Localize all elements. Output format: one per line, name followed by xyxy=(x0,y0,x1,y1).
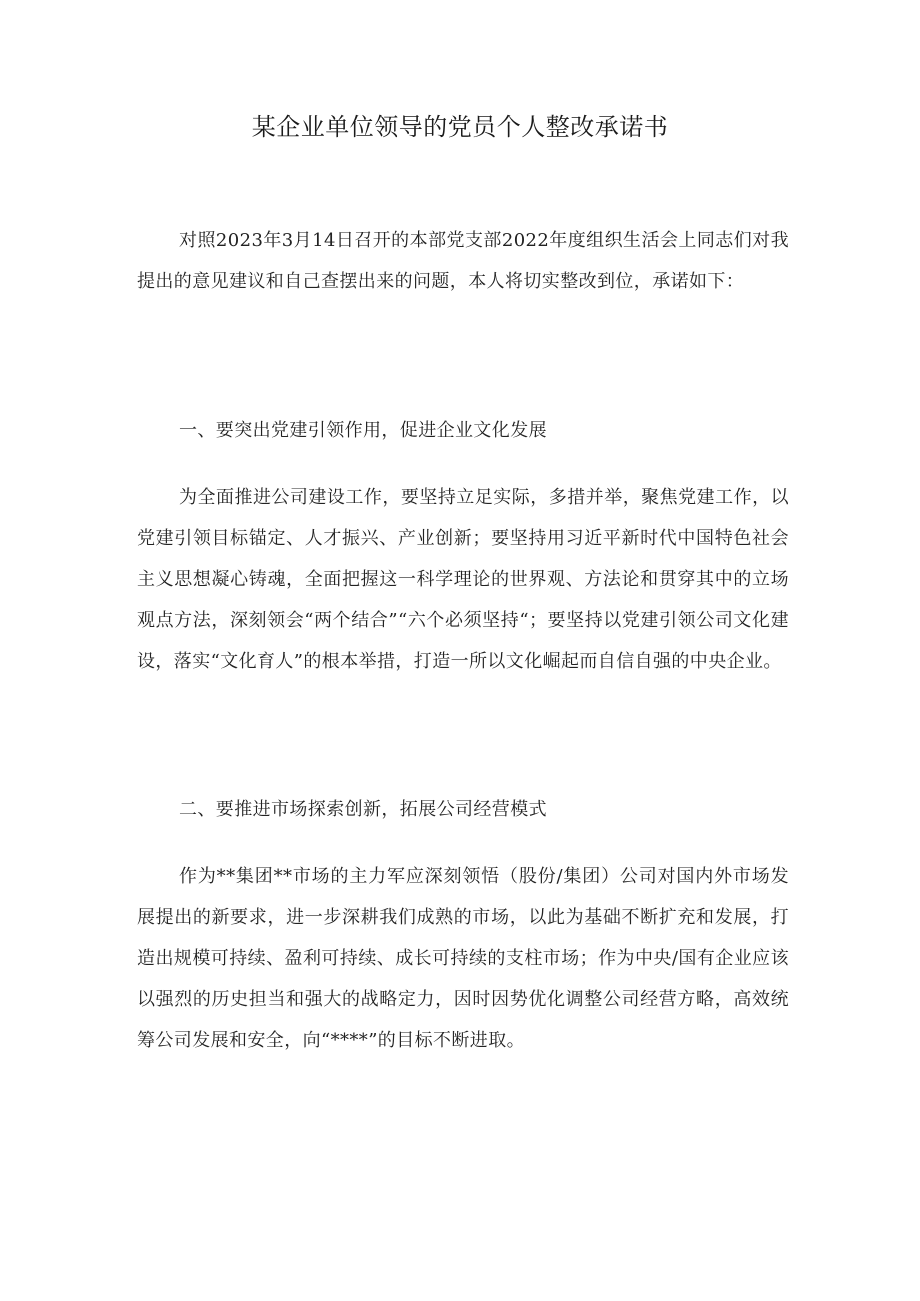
section-1-body: 为全面推进公司建设工作，要坚持立足实际，多措并举，聚焦党建工作，以党建引领目标锚定、人才振兴、产业创新；要坚持用习近平新时代中国特色社会主义思想凝心铸魂，全面把握这一科学理论的世界观、方法论和贯穿其中的立场观点方法，深刻领会“两个结合”“六个必须坚持“；要坚持以党建引领公司文化建设，落实“文化育人”的根本举措，打造一所以文化崛起而自信自强的中央企业。 xyxy=(137,487,789,672)
intro-paragraph: 对照2023年3月14日召开的本部党支部2022年度组织生活会上同志们对我提出的意见建议和自己查摆出来的问题，本人将切实整改到位，承诺如下： xyxy=(137,230,789,292)
section-2-body: 作为**集团**市场的主力军应深刻领悟（股份/集团）公司对国内外市场发展提出的新要求，进一步深耕我们成熟的市场，以此为基础不断扩充和发展，打造出规模可持续、盈利可持续、成长可持续的支柱市场；作为中央/国有企业应该以强烈的历史担当和强大的战略定力，因时因势优化调整公司经营方略，高效统筹公司发展和安全，向“****”的目标不断进取。 xyxy=(137,866,789,1051)
section-1-heading: 一、要突出党建引领作用，促进企业文化发展 xyxy=(179,420,547,441)
section-2-heading: 二、要推进市场探索创新，拓展公司经营模式 xyxy=(179,799,547,820)
document-title: 某企业单位领导的党员个人整改承诺书 xyxy=(251,113,669,141)
